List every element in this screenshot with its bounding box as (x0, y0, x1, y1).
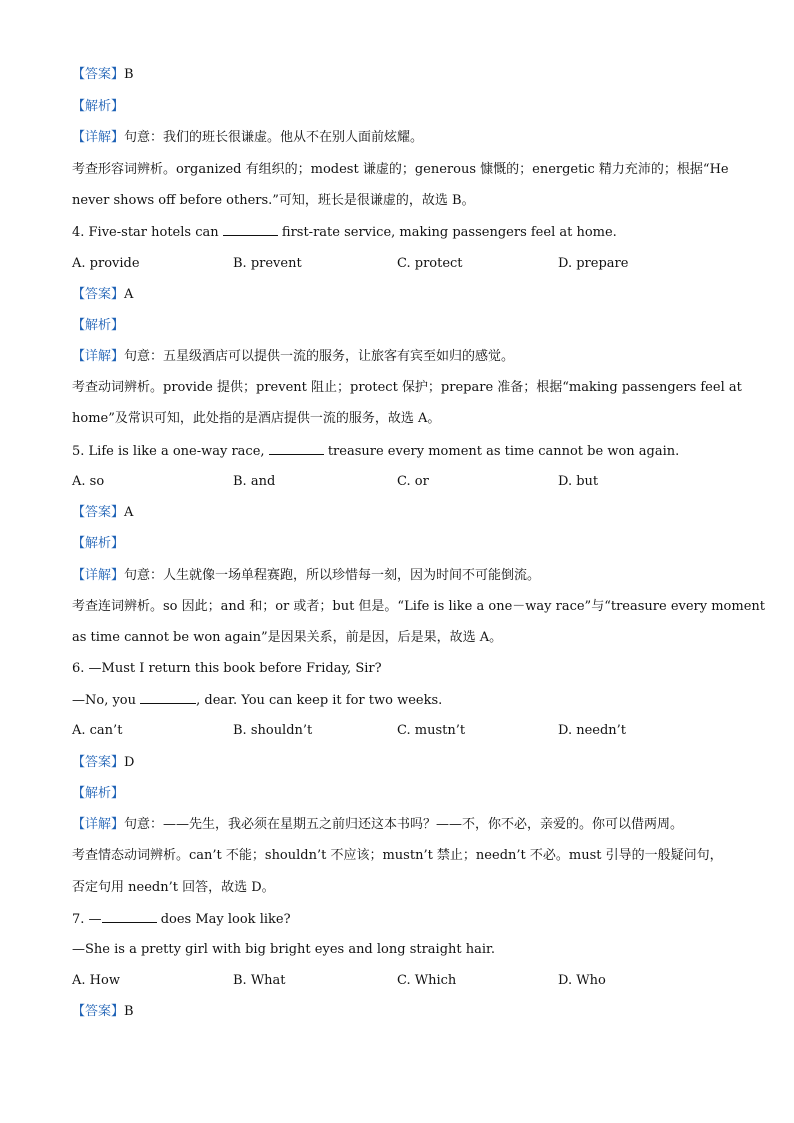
q4-option-b: B. prevent (233, 256, 302, 271)
q4-answer: A (124, 287, 134, 302)
q6-blank (140, 692, 196, 704)
analysis-tag: 【解析】 (72, 786, 125, 801)
q5-explanation-line-2: as time cannot be won again”是因果关系，前是因，后是果，故选 A。 (72, 630, 503, 645)
detail-tag: 【详解】 (72, 130, 125, 145)
q4-detail-meaning: 句意：五星级酒店可以提供一流的服务，让旅客有宾至如归的感觉。 (124, 349, 515, 364)
q7-option-a: A. How (72, 973, 120, 988)
q7-option-b: B. What (233, 973, 286, 988)
q4-option-c: C. protect (397, 256, 463, 271)
q4-stem-before: 4. Five-star hotels can (72, 225, 219, 240)
q6-explanation-line-2: 否定句用 needn’t 回答，故选 D。 (72, 880, 275, 895)
q6-option-c: C. mustn’t (397, 723, 466, 738)
q5-stem-after: treasure every moment as time cannot be won again. (327, 444, 680, 459)
q7-stem-line-2: —She is a pretty girl with big bright eyes and long straight hair. (72, 942, 495, 957)
q5-answer-line (72, 505, 133, 521)
q7-blank (102, 911, 157, 923)
q7-stem-line-1 (72, 911, 291, 927)
analysis-tag: 【解析】 (72, 536, 125, 551)
detail-tag: 【详解】 (72, 568, 125, 583)
q5-blank (269, 443, 324, 455)
q5-analysis-line (72, 536, 124, 552)
q6-stem-after: , dear. You can keep it for two weeks. (196, 693, 443, 708)
q7-answer: B (124, 1004, 134, 1019)
q7-option-d: D. Who (558, 973, 606, 988)
q5-option-c: C. or (397, 474, 429, 489)
q6-option-b: B. shouldn’t (233, 723, 313, 738)
q4-explanation-line-2: home”及常识可知，此处指的是酒店提供一流的服务，故选 A。 (72, 411, 441, 426)
q6-answer: D (124, 755, 135, 770)
q4-blank (223, 224, 278, 236)
q6-detail-meaning: 句意：——先生，我必须在星期五之前归还这本书吗？——不，你不必，亲爱的。你可以借两周。 (124, 817, 684, 832)
q4-option-d: D. prepare (558, 256, 629, 271)
q7-answer-line (72, 1004, 134, 1020)
q6-explanation-line-1: 考查情态动词辨析。can’t 不能；shouldn’t 不应该；mustn’t 禁止；needn’t 不必。must 引导的一般疑问句， (72, 848, 723, 863)
q5-stem (72, 443, 679, 459)
q5-option-a: A. so (72, 474, 105, 489)
q6-stem-line-1: 6. —Must I return this book before Friday, Sir? (72, 661, 382, 676)
detail-tag: 【详解】 (72, 349, 125, 364)
q7-option-c: C. Which (397, 973, 457, 988)
q4-option-a: A. provide (72, 256, 140, 271)
q3-analysis-line (72, 99, 124, 115)
answer-tag: 【答案】 (72, 755, 125, 770)
q6-option-d: D. needn’t (558, 723, 627, 738)
q4-detail-line (72, 349, 514, 365)
q6-stem-line-2 (72, 692, 442, 708)
q6-answer-line (72, 755, 134, 771)
q4-stem (72, 224, 617, 240)
q5-detail-meaning: 句意：人生就像一场单程赛跑，所以珍惜每一刻，因为时间不可能倒流。 (124, 568, 541, 583)
detail-tag: 【详解】 (72, 817, 125, 832)
q5-stem-before: 5. Life is like a one-way race, (72, 444, 265, 459)
q5-explanation-line-1: 考查连词辨析。so 因此；and 和；or 或者；but 但是。“Life is like a one－way race”与“treasure every moment (72, 599, 766, 614)
q4-stem-after: first-rate service, making passengers feel at home. (281, 225, 617, 240)
q6-option-a: A. can’t (72, 723, 123, 738)
q5-option-d: D. but (558, 474, 599, 489)
analysis-tag: 【解析】 (72, 99, 125, 114)
answer-tag: 【答案】 (72, 67, 125, 82)
q5-answer: A (124, 505, 134, 520)
q3-explanation-line-1: 考查形容词辨析。organized 有组织的；modest 谦虚的；generous 慷慨的；energetic 精力充沛的；根据“He (72, 162, 729, 177)
answer-tag: 【答案】 (72, 287, 125, 302)
q3-detail-meaning: 句意：我们的班长很谦虚。他从不在别人面前炫耀。 (124, 130, 424, 145)
q3-answer: B (124, 67, 134, 82)
q6-stem-before: —No, you (72, 693, 137, 708)
q3-explanation-line-2: never shows off before others.”可知，班长是很谦虚的，故选 B。 (72, 193, 475, 208)
q5-detail-line (72, 568, 540, 584)
answer-tag: 【答案】 (72, 505, 125, 520)
q6-detail-line (72, 817, 683, 833)
q3-answer-line (72, 67, 134, 83)
q4-explanation-line-1: 考查动词辨析。provide 提供；prevent 阻止；protect 保护；prepare 准备；根据“making passengers feel at (72, 380, 742, 395)
q4-analysis-line (72, 318, 124, 334)
q4-answer-line (72, 287, 133, 303)
analysis-tag: 【解析】 (72, 318, 125, 333)
q6-analysis-line (72, 786, 124, 802)
q7-stem-before: 7. — (72, 912, 102, 927)
q7-stem-after: does May look like? (160, 912, 291, 927)
q3-detail-line (72, 130, 423, 146)
q5-option-b: B. and (233, 474, 276, 489)
answer-tag: 【答案】 (72, 1004, 125, 1019)
